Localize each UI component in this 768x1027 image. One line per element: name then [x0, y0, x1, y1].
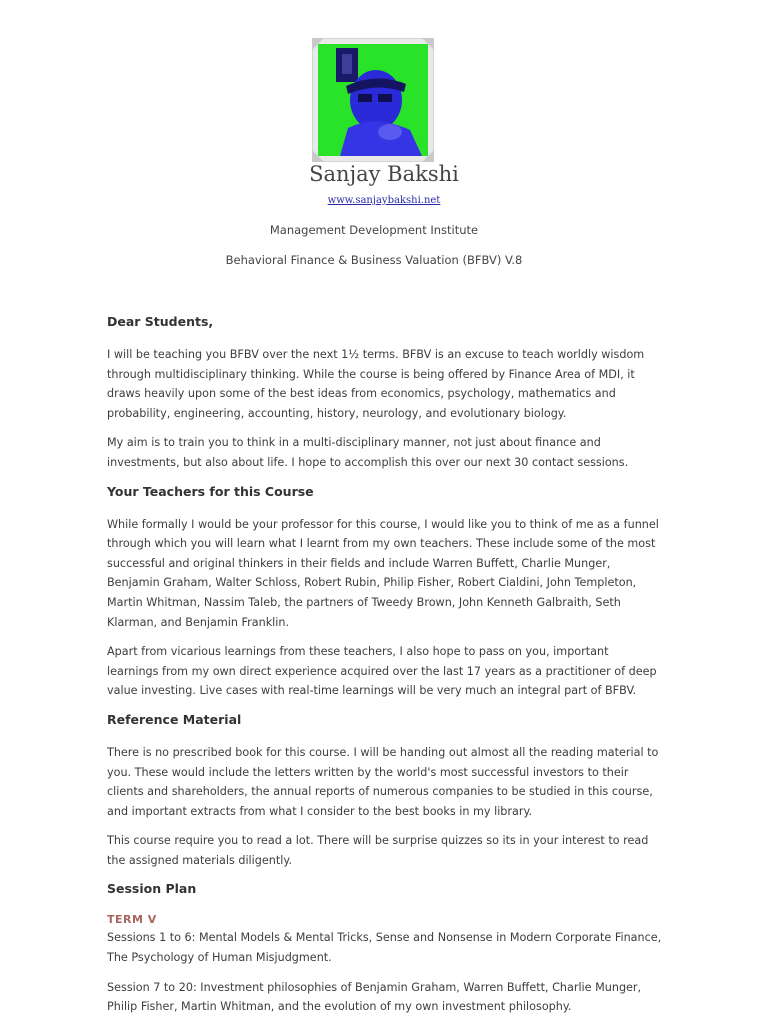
institute-name: Management Development Institute — [269, 223, 479, 237]
session-item: Session 7 to 20: Investment philosophies of Benjamin Graham, Warren Buffett, Charlie Munger, Philip Fisher, Martin Whitman, and the evolution of my own investment philosophy. — [107, 980, 642, 1014]
reference-paragraph: There is no prescribed book for this course. I will be handing out almost all the reading material to you. These would include the letters written by the world's most successful investors to their clients and shareholders, the annual reports of numerous companies to be studied in this course, and important extracts from what I consider to the best books in my library. — [107, 745, 659, 818]
section-heading-session-plan: Session Plan — [107, 881, 197, 897]
term-label: TERM V — [107, 913, 157, 927]
reference-paragraph: This course require you to read a lot. There will be surprise quizzes so its in your interest to read the assigned materials diligently. — [107, 834, 649, 867]
greeting: Dear Students, — [107, 314, 214, 329]
website-link-container — [0, 195, 768, 206]
intro-paragraph: My aim is to train you to think in a multi-disciplinary manner, not just about finance and investments, but also about life. I hope to accomplish this over our next 30 contact sessions. — [107, 436, 629, 469]
intro-paragraph: I will be teaching you BFBV over the next 1½ terms. BFBV is an excuse to teach worldly wisdom through multidisciplinary thinking. While the course is being offered by Finance Area of MDI, it draws heavily upon some of the best ideas from economics, psychology, mathematics and probability, engineering, accounting, history, neurology, and evolutionary biology. — [107, 348, 645, 420]
course-title: Behavioral Finance & Business Valuation (BFBV) V.8 — [225, 253, 523, 267]
author-portrait-photo-icon — [318, 44, 428, 156]
letter-body — [107, 313, 663, 1027]
author-name: Sanjay Bakshi — [309, 162, 459, 186]
teachers-paragraph: Apart from vicarious learnings from these teachers, I also hope to pass on you, important learnings from my own direct experience acquired over the last 17 years as a practitioner of deep value investing. Live cases with real-time learnings will be very much an integral part of BFBV. — [107, 645, 657, 698]
section-heading-reference: Reference Material — [107, 711, 242, 727]
author-photo — [312, 38, 434, 162]
section-heading-teachers: Your Teachers for this Course — [107, 483, 314, 499]
website-link[interactable]: www.sanjaybakshi.net — [327, 195, 441, 206]
session-item: Sessions 1 to 6: Mental Models & Mental Tricks, Sense and Nonsense in Modern Corporate Finance, The Psychology of Human Misjudgment. — [107, 931, 662, 965]
teachers-paragraph: While formally I would be your professor for this course, I would like you to think of me as a funnel through which you will learn what I learnt from my own teachers. These include some of the most successful and original thinkers in their fields and include Warren Buffett, Charlie Munger, Benjamin Graham, Walter Schloss, Robert Rubin, Philip Fisher, Robert Cialdini, John Templeton, Martin Whitman, Nassim Taleb, the partners of Tweedy Brown, John Kenneth Galbraith, Seth Klarman, and Benjamin Franklin. — [107, 517, 659, 629]
